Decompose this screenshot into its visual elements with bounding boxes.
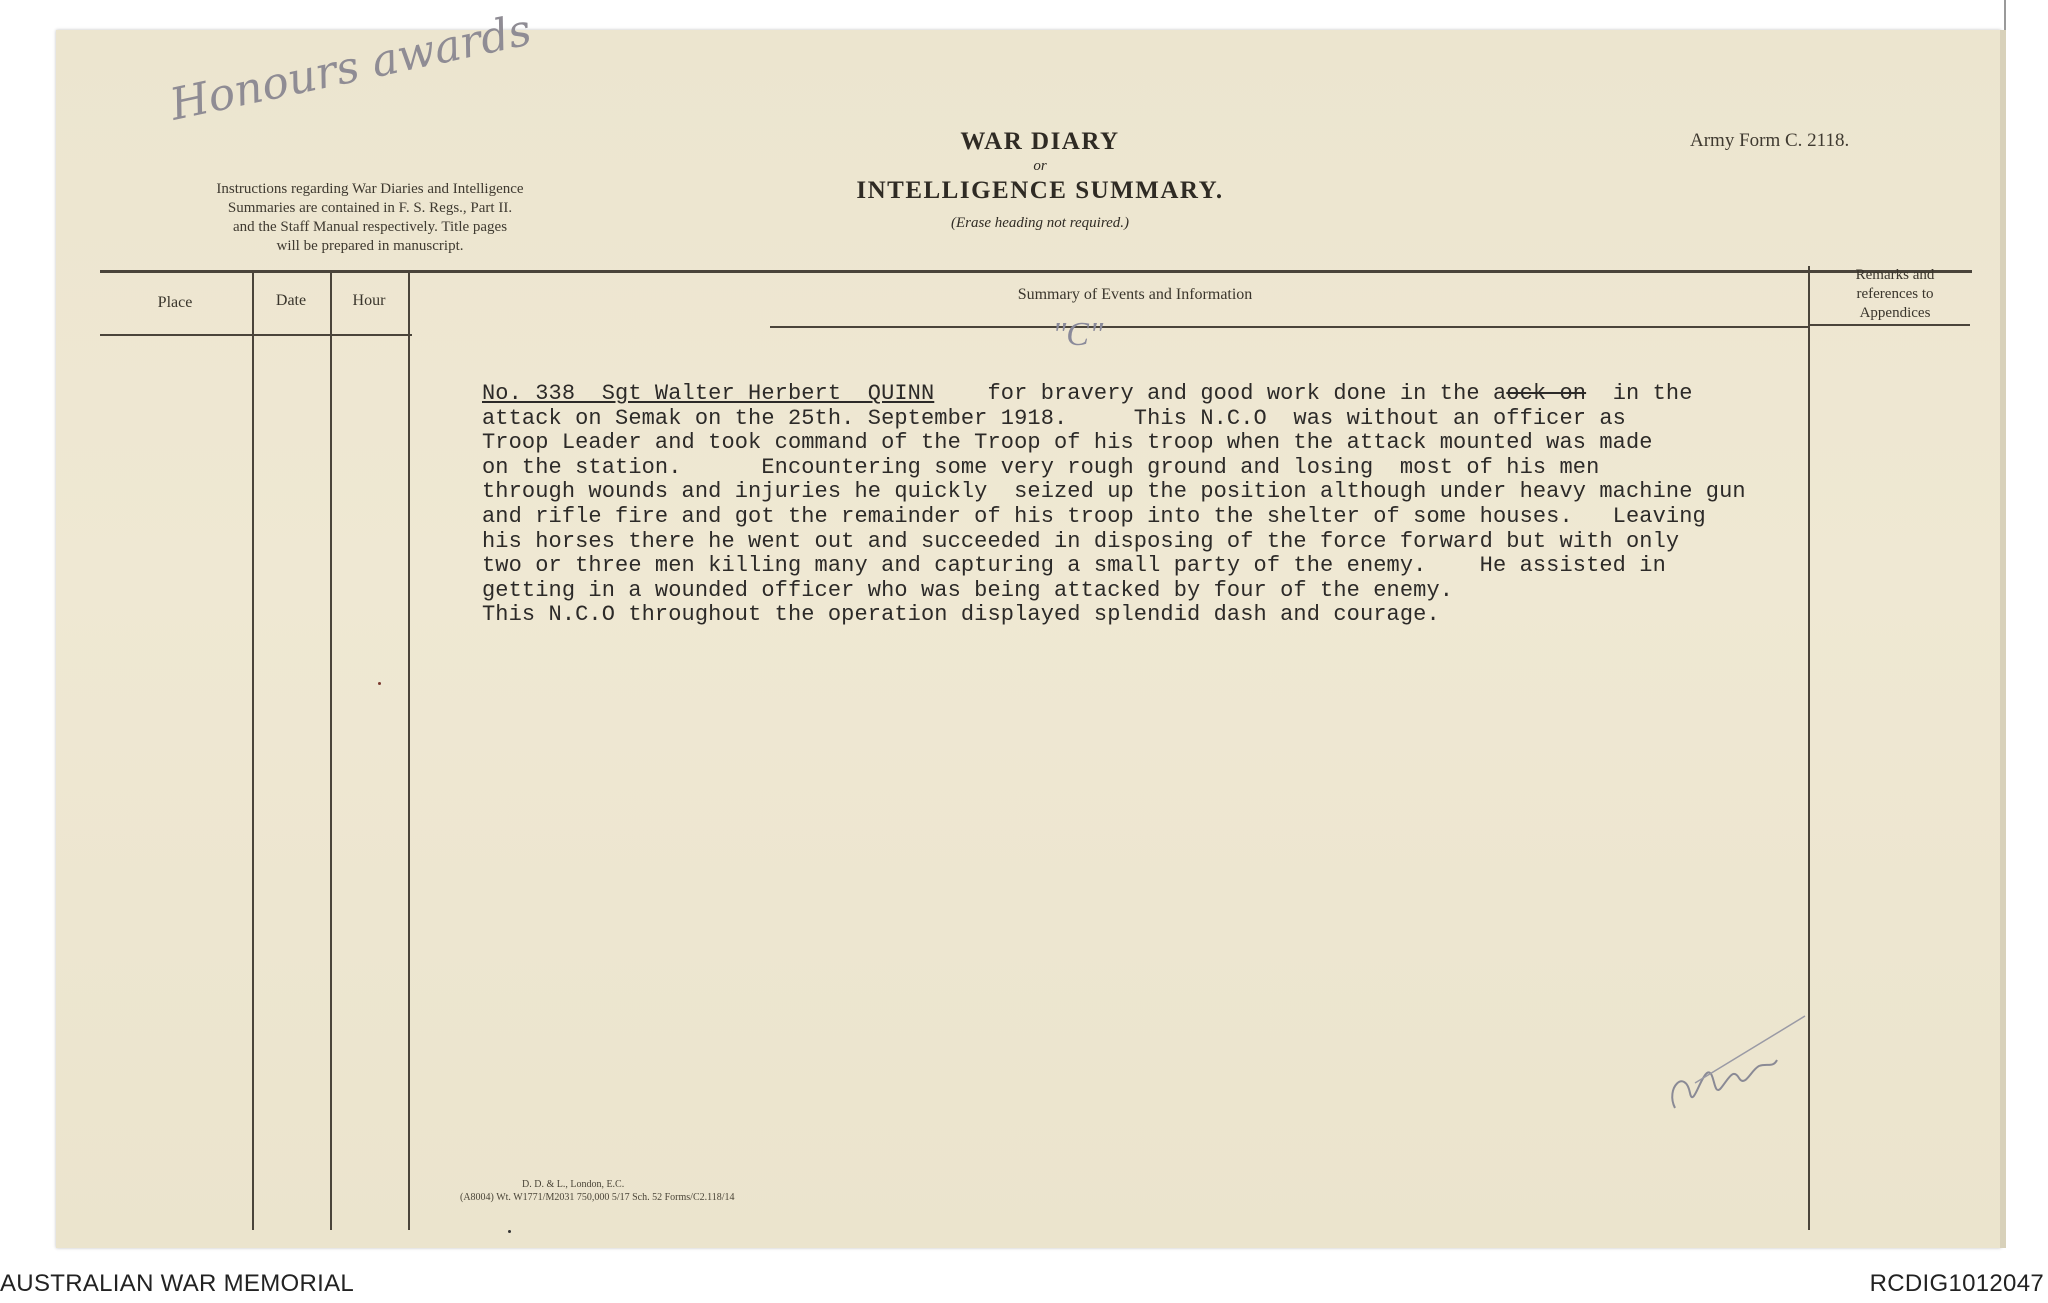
entry-line: through wounds and injuries he quickly seized up the position although under heavy machine gun — [482, 479, 1746, 505]
section-mark: "C" — [1052, 316, 1104, 353]
column-divider-date — [330, 272, 332, 1230]
ink-spot — [378, 682, 381, 685]
col-remarks — [1812, 266, 1978, 323]
title-or: or — [1033, 158, 1047, 174]
entry-line: This N.C.O throughout the operation displayed splendid dash and courage. — [482, 602, 1440, 628]
entry-line — [482, 382, 1872, 407]
handwritten-note-text: Honours awards — [165, 4, 536, 131]
ink-spot — [508, 1230, 511, 1233]
archive-credit: AUSTRALIAN WAR MEMORIAL — [0, 1270, 355, 1297]
soldier-reference: No. 338 Sgt Walter Herbert QUINN — [482, 381, 935, 406]
entry-line: Troop Leader and took command of the Troop of his troop when the attack mounted was made — [482, 430, 1653, 456]
archive-id: RCDIG1012047 — [1869, 1270, 2044, 1297]
remarks-header-rule — [1810, 324, 1970, 326]
entry-line: attack on Semak on the 25th. September 1918. This N.C.O was without an officer as — [482, 405, 1626, 431]
entry-line: his horses there he went out and succeeded in disposing of the force forward but with only — [482, 528, 1680, 554]
entry-line: getting in a wounded officer who was being attacked by four of the enemy. — [482, 577, 1454, 603]
struck-out-text: ock-on — [1506, 381, 1587, 406]
col-remarks-line: references to — [1856, 286, 1934, 302]
title-note: (Erase heading not required.) — [950, 215, 1130, 231]
instructions-line: Instructions regarding War Diaries and Intelligence — [216, 181, 524, 197]
column-divider-place — [252, 272, 254, 1230]
diary-entry — [482, 382, 1872, 628]
col-hour: Hour — [352, 292, 386, 309]
header-rule — [100, 270, 1972, 273]
place-header-rule — [100, 334, 252, 336]
printer-line: (A8004) Wt. W1771/M2031 750,000 5/17 Sch. 52 Forms/C2.118/14 — [460, 1192, 735, 1203]
col-summary: Summary of Events and Information — [1017, 286, 1253, 303]
signature — [1655, 1008, 1815, 1128]
instructions-line: Summaries are contained in F. S. Regs., Part II. — [227, 200, 513, 216]
instructions-text — [140, 180, 600, 256]
form-title — [780, 128, 1300, 232]
entry-line: and rifle fire and got the remainder of his troop into the shelter of some houses. Leaving — [482, 503, 1706, 529]
summary-header-rule — [770, 326, 1808, 328]
col-place: Place — [157, 294, 193, 311]
sheet-edge — [2000, 30, 2006, 1248]
printer-imprint — [460, 1178, 735, 1204]
col-remarks-line: Remarks and — [1855, 267, 1935, 283]
printer-line: D. D. & L., London, E.C. — [522, 1179, 625, 1190]
title-intelligence-summary: INTELLIGENCE SUMMARY. — [856, 177, 1224, 204]
col-remarks-line: Appendices — [1859, 305, 1931, 321]
entry-line: on the station. Encountering some very rough ground and losing most of his men — [482, 454, 1600, 480]
instructions-line: and the Staff Manual respectively. Title pages — [232, 219, 508, 235]
entry-text: for bravery and good work done in the a — [934, 381, 1507, 406]
column-divider-hour — [408, 272, 410, 1230]
army-form-number: Army Form C. 2118. — [1690, 130, 1850, 151]
col-date: Date — [275, 292, 307, 309]
title-war-diary: WAR DIARY — [960, 128, 1120, 155]
date-hour-header-rule — [252, 334, 412, 336]
entry-line: two or three men killing many and capturing a small party of the enemy. He assisted in — [482, 553, 1666, 579]
entry-text: in the — [1586, 381, 1693, 406]
instructions-line: will be prepared in manuscript. — [276, 238, 464, 254]
signature-scribble — [1655, 1008, 1815, 1128]
